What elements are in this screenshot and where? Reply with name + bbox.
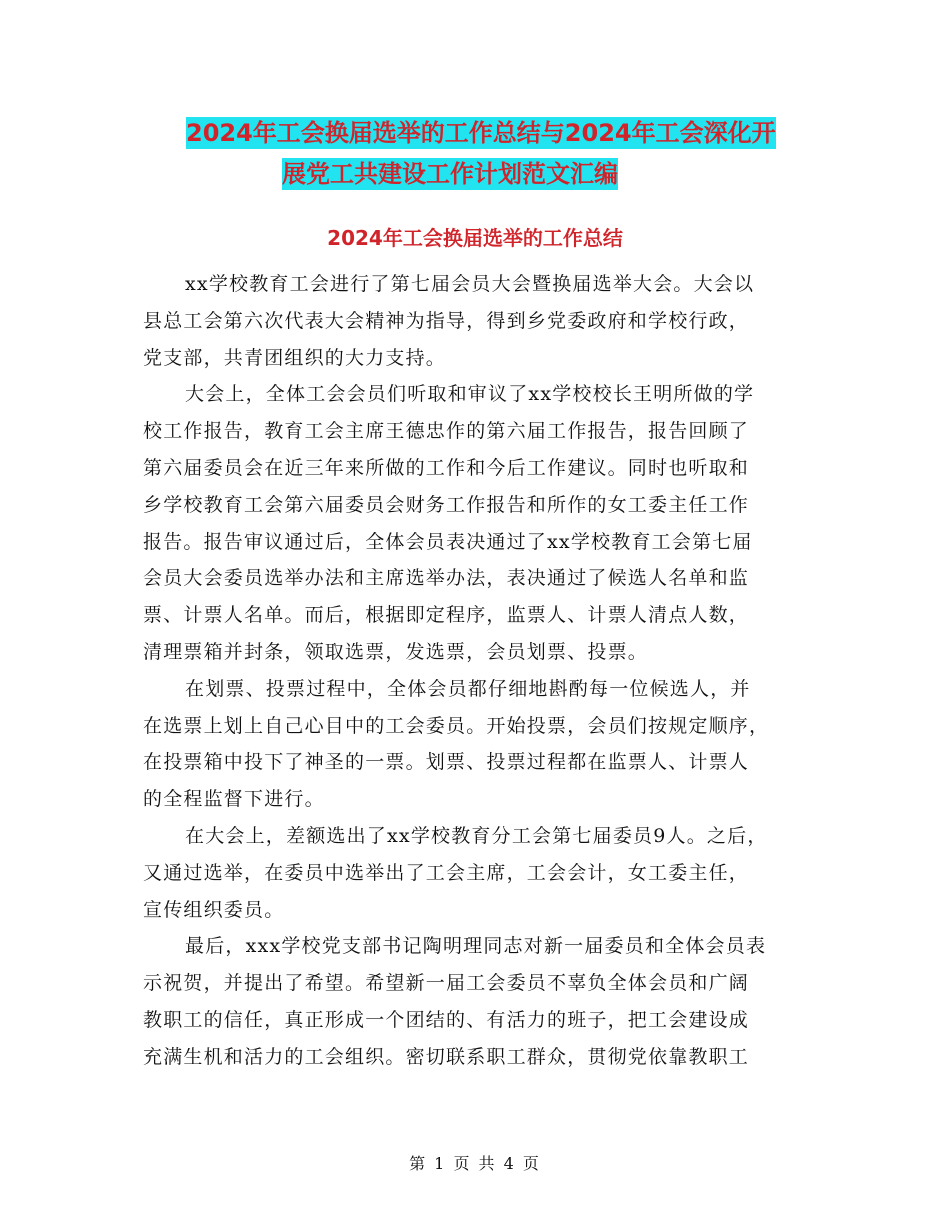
text-line: 校工作报告，教育工会主席王德忠作的第六届工作报告，报告回顾了: [143, 420, 750, 443]
text-line: 又通过选举，在委员中选举出了工会主席，工会会计，女工委主任，: [143, 861, 750, 884]
text-line: 在投票箱中投下了神圣的一票。划票、投票过程都在监票人、计票人: [143, 751, 750, 774]
text-line: 教职工的信任，真正形成一个团结的、有活力的班子，把工会建设成: [143, 1008, 750, 1031]
page-footer: 第 1 页 共 4 页: [409, 1154, 541, 1173]
document-title: [186, 113, 826, 195]
text-line: 第六届委员会在近三年来所做的工作和今后工作建议。同时也听取和: [143, 456, 750, 479]
text-line: 在选票上划上自己心目中的工会委员。开始投票，会员们按规定顺序，: [143, 714, 770, 737]
text-line: 县总工会第六次代表大会精神为指导，得到乡党委政府和学校行政，: [143, 309, 750, 332]
document-title-line-1: 2024年工会换届选举的工作总结与2024年工会深化开: [186, 119, 776, 147]
text-line: 大会上，全体工会会员们听取和审议了xx学校校长王明所做的学: [185, 383, 755, 406]
text-line: 清理票箱并封条，领取选票，发选票，会员划票、投票。: [143, 640, 649, 663]
text-line: 在大会上，差额选出了xx学校教育分工会第七届委员9人。之后，: [185, 824, 768, 847]
text-line: 票、计票人名单。而后，根据即定程序，监票人、计票人清点人数，: [143, 604, 750, 627]
text-line: 最后，xxx学校党支部书记陶明理同志对新一届委员和全体会员表: [185, 935, 767, 958]
text-line: xx学校教育工会进行了第七届会员大会暨换届选举大会。大会以: [185, 273, 755, 295]
section-title: 2024年工会换届选举的工作总结: [327, 226, 623, 250]
body-text: [143, 266, 813, 1076]
text-line: 在划票、投票过程中，全体会员都仔细地斟酌每一位候选人，并: [185, 677, 751, 700]
text-line: 充满生机和活力的工会组织。密切联系职工群众，贯彻党依靠教职工: [143, 1045, 750, 1068]
text-line: 乡学校教育工会第六届委员会财务工作报告和所作的女工委主任工作: [143, 493, 750, 516]
text-line: 报告。报告审议通过后，全体会员表决通过了xx学校教育工会第七届: [143, 530, 753, 553]
text-line: 宣传组织委员。: [143, 898, 285, 921]
text-line: 示祝贺，并提出了希望。希望新一届工会委员不辜负全体会员和广阔: [143, 972, 750, 995]
document-title-line-2: 展党工共建设工作计划范文汇编: [282, 160, 618, 188]
text-line: 党支部，共青团组织的大力支持。: [143, 346, 447, 369]
text-line: 会员大会委员选举办法和主席选举办法，表决通过了候选人名单和监: [143, 567, 750, 590]
text-line: 的全程监督下进行。: [143, 788, 325, 811]
